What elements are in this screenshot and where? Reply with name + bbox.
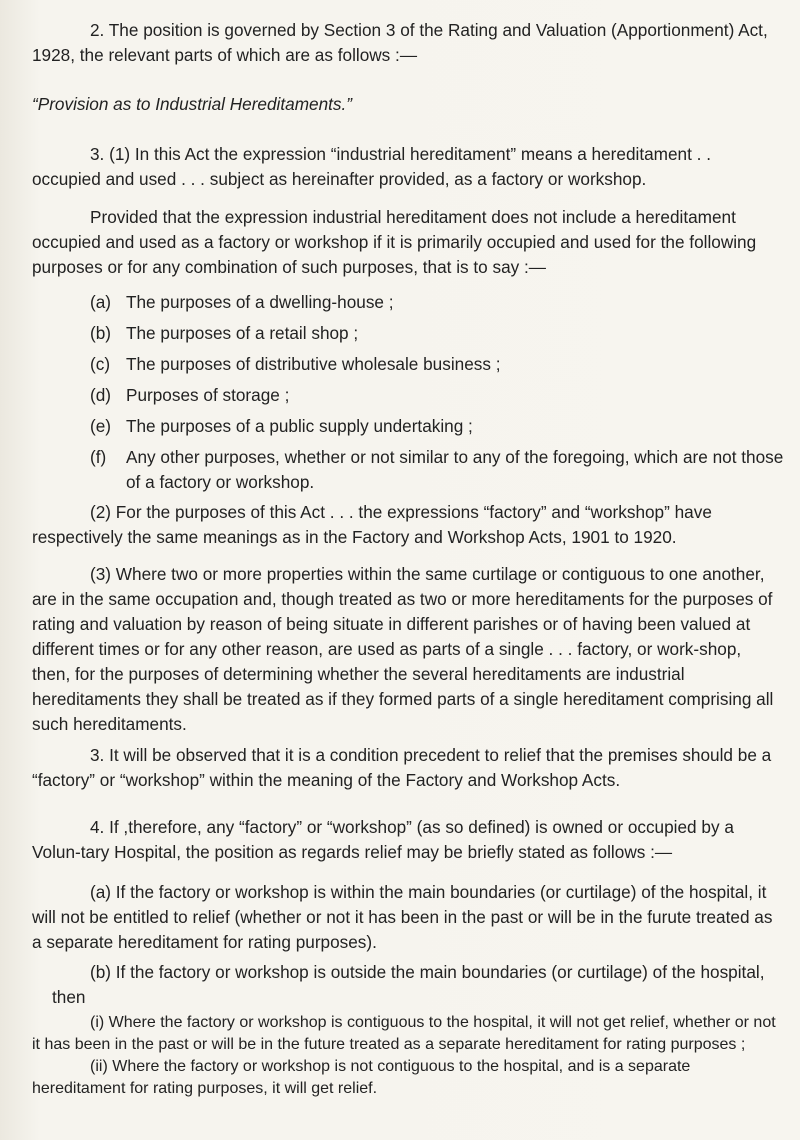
section-2-paragraph	[32, 18, 784, 68]
list-item-label: (d)	[90, 385, 112, 405]
list-item-text: The purposes of a retail shop ;	[126, 323, 359, 343]
list-item-label: (a)	[90, 292, 112, 312]
list-item	[90, 445, 784, 495]
paragraph-3: 3. It will be observed that it is a condition precedent to relief that the premises should be a “factory” or “workshop” within the meaning of the Factory and Workshop Acts.	[32, 745, 772, 790]
then-word: then	[52, 987, 86, 1007]
paragraph-4a-block	[32, 880, 784, 955]
paragraph-4b-ii: (ii) Where the factory or workshop is not contiguous to the hospital, and is a separate hereditament for rating purposes, it will get relief.	[32, 1058, 691, 1097]
proviso-block	[32, 205, 784, 280]
list-item-text: The purposes of a dwelling-house ;	[126, 292, 394, 312]
subsection-3-2-block	[32, 500, 784, 550]
list-item	[90, 352, 784, 377]
list-item	[90, 383, 784, 408]
paragraph-4b-block	[32, 960, 784, 1010]
paragraph-4a: (a) If the factory or workshop is within the main boundaries (or curtilage) of the hospital, it will not be entitled to relief (whether or not it has been in the past or will be in the furute treated as a separate hereditament for rating purposes).	[32, 882, 773, 952]
paragraph-3-block	[32, 743, 784, 793]
list-item	[90, 290, 784, 315]
purposes-list	[32, 290, 784, 501]
list-item-label: (b)	[90, 323, 112, 343]
proviso-paragraph: Provided that the expression industrial hereditament does not include a hereditament occupied and used as a factory or workshop if it is primarily occupied and used for the following purposes or for any combination of such purposes, that is to say :—	[32, 207, 757, 277]
list-item-text: Any other purposes, whether or not similar to any of the foregoing, which are not those of a factory or workshop.	[126, 447, 784, 492]
list-item-text: The purposes of a public supply undertaking ;	[126, 416, 473, 436]
subsection-3-2: (2) For the purposes of this Act . . . the expressions “factory” and “workshop” have respectively the same meanings as in the Factory and Workshop Acts, 1901 to 1920.	[32, 502, 712, 547]
paragraph-4b: (b) If the factory or workshop is outside the main boundaries (or curtilage) of the hospital,	[90, 962, 765, 982]
subsection-3-1-block	[32, 142, 784, 192]
paragraph-4: 4. If ,therefore, any “factory” or “workshop” (as so defined) is owned or occupied by a Volun-tary Hospital, the position as regards relief may be briefly stated as follows :—	[32, 817, 734, 862]
list-item-text: Purposes of storage ;	[126, 385, 290, 405]
provision-heading: “Provision as to Industrial Hereditaments.”	[32, 94, 353, 114]
subsection-3-3: (3) Where two or more properties within the same curtilage or contiguous to one another, are in the same occupation and, though treated as two or more hereditaments for the purposes of rating and valuation by reason of being situate in different parishes or of having been valued at different times or for any other reason, are used as parts of a single . . . factory, or work-shop, then, for the purposes of determining whether the several hereditaments are industrial hereditaments they shall be treated as if they formed parts of a single hereditament comprising all such hereditaments.	[32, 564, 774, 734]
paragraph-4b-i: (i) Where the factory or workshop is contiguous to the hospital, it will not get relief, whether or not it has been in the past or will be in the future treated as a separate hereditament for rating purposes ;	[32, 1014, 776, 1053]
paragraph-4b-sub-block	[32, 1012, 784, 1100]
paragraph-2: 2. The position is governed by Section 3 of the Rating and Valuation (Apportionment) Act, 1928, the relevant parts of which are as follows :—	[32, 20, 768, 65]
list-item-label: (e)	[90, 416, 112, 436]
list-item	[90, 414, 784, 439]
list-item-label: (f)	[90, 447, 107, 467]
paragraph-4-block	[32, 815, 784, 865]
list-item-label: (c)	[90, 354, 111, 374]
subsection-3-3-block	[32, 562, 784, 737]
subsection-3-1: 3. (1) In this Act the expression “industrial hereditament” means a hereditament . . occupied and used . . . subject as hereinafter provided, as a factory or workshop.	[32, 144, 711, 189]
list-item	[90, 321, 784, 346]
list-item-text: The purposes of distributive wholesale business ;	[126, 354, 501, 374]
provision-heading-block	[32, 92, 784, 117]
